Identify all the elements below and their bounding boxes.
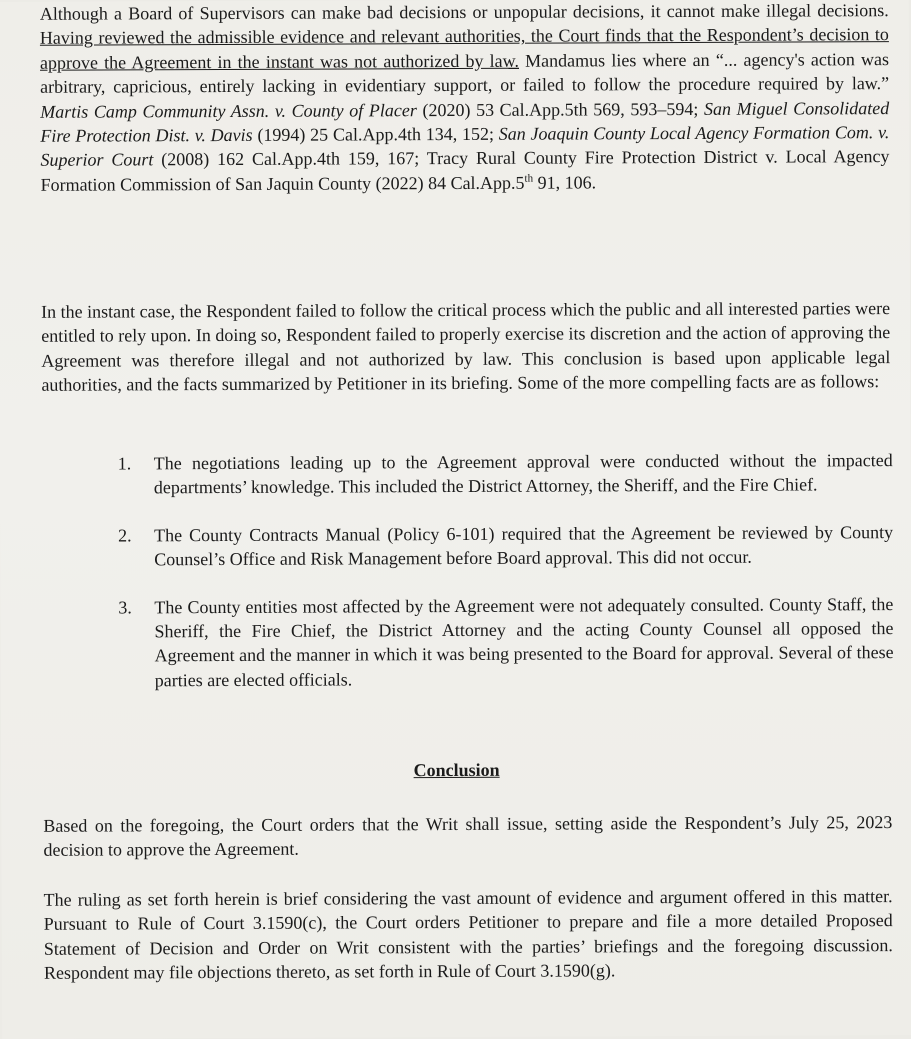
instant-case-paragraph: In the instant case, the Respondent failed to follow the critical process which the public and all interested parties were entitled to rely upon. In doing so, Respondent failed to properly exercise its discretion and the action of approving the Agreement was therefore illegal and not authorized by law. This conclusion is based upon applicable legal authorities, and the facts summarized by Petitioner in its briefing. Some of the more compelling facts are as follows:: [41, 298, 891, 396]
intro-paragraph: [40, 0, 890, 197]
intro-text-2: Mandamus lies where an “... agency's action was arbitrary, capricious, entirely lacking in evidentiary support, or failed to follow the procedure required by law.”: [40, 48, 890, 98]
list-item: [118, 592, 893, 693]
intro-text-5: (2008) 162 Cal.App.4th 159, 167; Tracy Rural County Fire Protection District v. Local Agency Formation Commission of San Jaquin County (2022) 84 Cal.App.5: [40, 146, 890, 195]
list-item-number: 1.: [117, 453, 132, 474]
list-item-text: The negotiations leading up to the Agreement approval were conducted without the impacted departments’ knowledge. This included the District Attorney, the Sheriff, and the Fire Chief.: [153, 450, 893, 498]
case-citation-san-joaquin: San Joaquin County Local Agency Formation Com. v. Superior Court: [40, 122, 890, 171]
case-citation-martis: Martis Camp Community Assn. v. County of Placer: [40, 99, 417, 122]
conclusion-heading: Conclusion: [413, 759, 500, 781]
list-item: [118, 448, 893, 500]
conclusion-order-paragraph: Based on the foregoing, the Court orders that the Writ shall issue, setting aside the Respondent’s July 25, 2023 decision to approve the Agreement.: [43, 812, 893, 861]
list-item-text: The County Contracts Manual (Policy 6-101) required that the Agreement be reviewed by County Counsel’s Office and Risk Management before Board approval. This did not occur.: [154, 521, 894, 570]
intro-text-3: (2020) 53 Cal.App.5th 569, 593–594;: [416, 98, 705, 120]
list-item-text: The County entities most affected by the Agreement were not adequately consulted. County Staff, the Sheriff, the Fire Chief, the District Attorney and the acting County Counsel all opposed the Agreement and the manner in which it was being presented to the Board for approval. Several of these parties are elected officials.: [154, 593, 894, 691]
list-item: [118, 520, 893, 572]
ordinal-superscript: th: [524, 172, 534, 185]
facts-list: [118, 448, 894, 693]
court-finding-text: Having reviewed the admissible evidence and relevant authorities, the Court finds that the Respondent’s decision to approve the Agreement in the instant was not authorized by law.: [39, 24, 889, 73]
intro-text-6: 91, 106.: [533, 172, 597, 193]
intro-text-4: (1994) 25 Cal.App.4th 134, 152;: [252, 123, 499, 145]
intro-text-1: Although a Board of Supervisors can make bad decisions or unpopular decisions, it cannot make illegal decisions.: [39, 0, 889, 24]
list-item-number: 3.: [118, 597, 132, 618]
ruling-paragraph: The ruling as set forth herein is brief considering the vast amount of evidence and argument offered in this matter. Pursuant to Rule of Court 3.1590(c), the Court orders Petitioner to prepare and file a more detailed Proposed Statement of Decision and Order on Writ consistent with the parties’ briefings and the foregoing discussion. Respondent may file objections thereto, as set forth in Rule of Court 3.1590(g).: [43, 886, 893, 984]
case-citation-san-miguel: San Miguel Consolidated Fire Protection Dist. v. Davis: [40, 97, 890, 146]
list-item-number: 2.: [118, 525, 132, 546]
